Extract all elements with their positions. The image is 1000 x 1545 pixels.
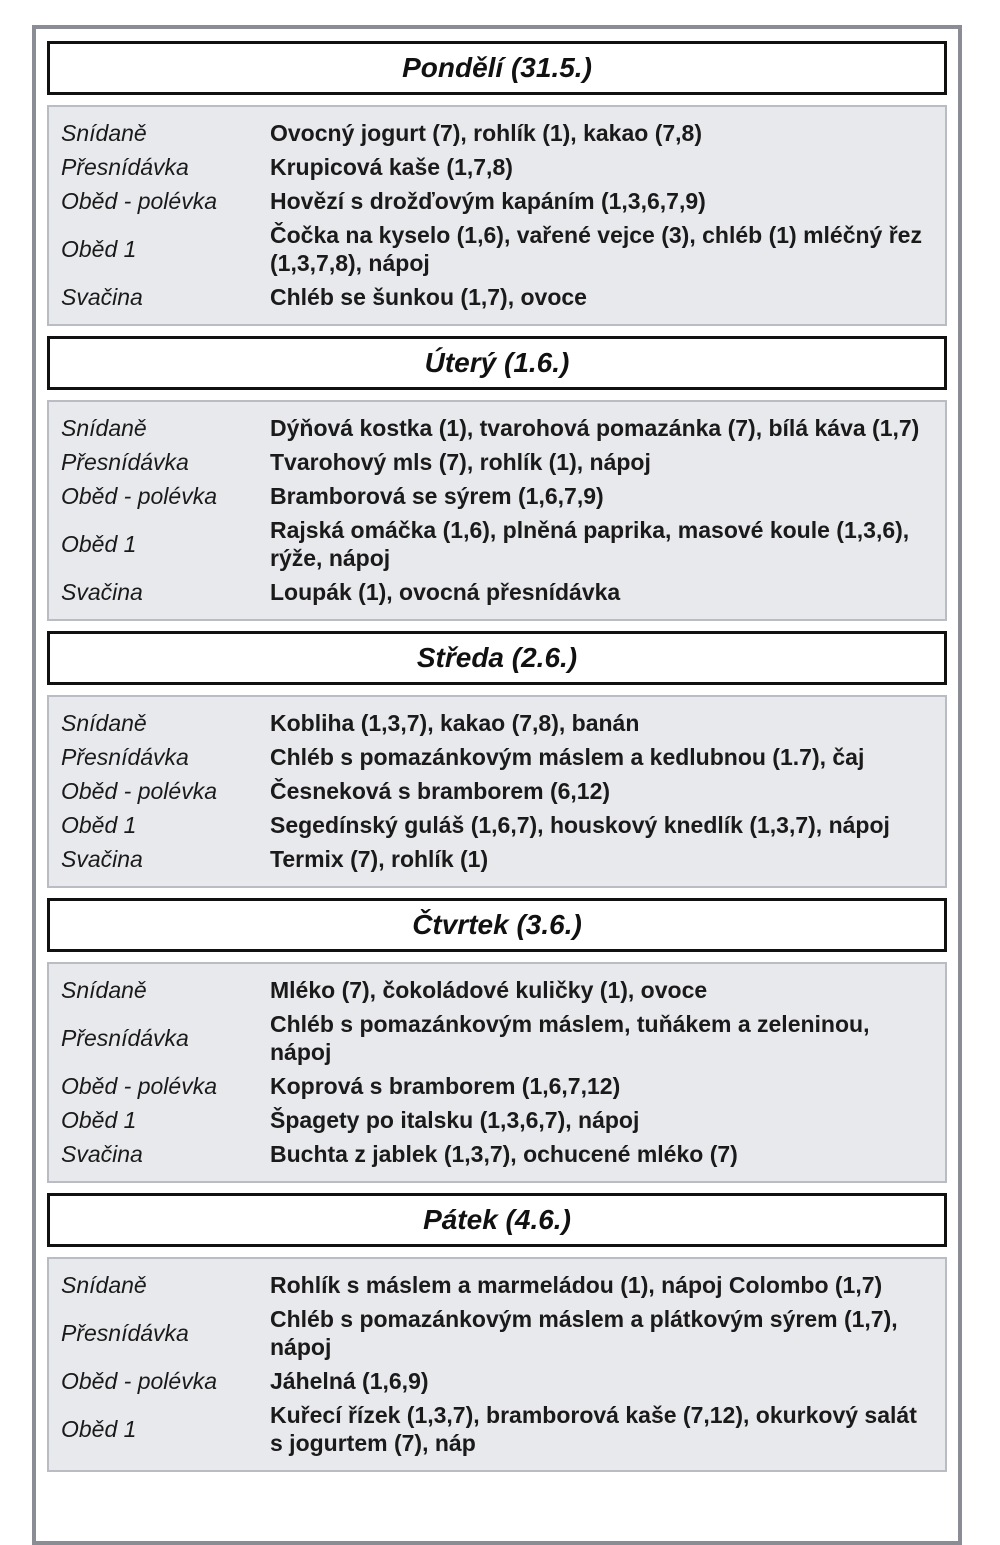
meal-label: Snídaně xyxy=(61,709,147,736)
meal-label: Svačina xyxy=(61,578,143,605)
day-title: Středa (2.6.) xyxy=(47,631,947,685)
meal-label: Oběd 1 xyxy=(61,811,137,838)
meal-label: Oběd - polévka xyxy=(61,482,217,509)
meal-description: Segedínský guláš (1,6,7), houskový knedlík (1,3,7), nápoj xyxy=(270,812,890,838)
meal-description: Loupák (1), ovocná přesnídávka xyxy=(270,579,621,605)
day-tuesday xyxy=(47,336,947,621)
meal-row-afternoon-snack xyxy=(61,280,933,314)
meal-list xyxy=(47,400,947,621)
meal-label: Svačina xyxy=(61,845,143,872)
day-monday xyxy=(47,41,947,326)
meal-row-morning-snack xyxy=(61,445,933,479)
day-wednesday xyxy=(47,631,947,888)
meal-label: Přesnídávka xyxy=(61,448,189,475)
meal-row-morning-snack xyxy=(61,1007,933,1069)
day-friday xyxy=(47,1193,947,1472)
day-thursday xyxy=(47,898,947,1183)
meal-row-soup xyxy=(61,1069,933,1103)
meal-row-breakfast xyxy=(61,1268,933,1302)
meal-description: Krupicová kaše (1,7,8) xyxy=(270,154,513,180)
meal-description: Rohlík s máslem a marmeládou (1), nápoj Colombo (1,7) xyxy=(270,1272,883,1298)
meal-row-lunch xyxy=(61,218,933,280)
meal-description: Chléb s pomazánkovým máslem a kedlubnou (1.7), čaj xyxy=(270,744,865,770)
meal-row-lunch xyxy=(61,1103,933,1137)
meal-label: Oběd 1 xyxy=(61,1415,137,1442)
day-title: Pátek (4.6.) xyxy=(47,1193,947,1247)
meal-list xyxy=(47,962,947,1183)
meal-description: Ovocný jogurt (7), rohlík (1), kakao (7,8) xyxy=(270,120,702,146)
meal-description: Buchta z jablek (1,3,7), ochucené mléko (7) xyxy=(270,1141,738,1167)
meal-description: Rajská omáčka (1,6), plněná paprika, masové koule (1,3,6), rýže, nápoj xyxy=(270,517,910,571)
meal-row-soup xyxy=(61,479,933,513)
meal-description: Kuřecí řízek (1,3,7), bramborová kaše (7,12), okurkový salát s jogurtem (7), náp xyxy=(270,1402,917,1456)
meal-row-breakfast xyxy=(61,116,933,150)
meal-description: Dýňová kostka (1), tvarohová pomazánka (7), bílá káva (1,7) xyxy=(270,415,920,441)
meal-description: Česneková s bramborem (6,12) xyxy=(270,778,611,804)
meal-description: Chléb s pomazánkovým máslem, tuňákem a zeleninou, nápoj xyxy=(270,1011,870,1065)
meal-row-morning-snack xyxy=(61,740,933,774)
meal-label: Oběd 1 xyxy=(61,1106,137,1133)
meal-description: Hovězí s drožďovým kapáním (1,3,6,7,9) xyxy=(270,188,706,214)
meal-row-breakfast xyxy=(61,411,933,445)
meal-label: Oběd - polévka xyxy=(61,777,217,804)
meal-description: Čočka na kyselo (1,6), vařené vejce (3), chléb (1) mléčný řez (1,3,7,8), nápoj xyxy=(270,222,922,276)
meal-description: Tvarohový mls (7), rohlík (1), nápoj xyxy=(270,449,651,475)
meal-label: Přesnídávka xyxy=(61,743,189,770)
menu-frame xyxy=(32,25,962,1545)
meal-description: Jáhelná (1,6,9) xyxy=(270,1368,429,1394)
meal-label: Snídaně xyxy=(61,976,147,1003)
day-title: Čtvrtek (3.6.) xyxy=(47,898,947,952)
meal-label: Přesnídávka xyxy=(61,153,189,180)
meal-description: Kobliha (1,3,7), kakao (7,8), banán xyxy=(270,710,640,736)
meal-description: Mléko (7), čokoládové kuličky (1), ovoce xyxy=(270,977,708,1003)
meal-row-afternoon-snack xyxy=(61,575,933,609)
meal-label: Přesnídávka xyxy=(61,1319,189,1346)
meal-description: Chléb se šunkou (1,7), ovoce xyxy=(270,284,587,310)
meal-description: Chléb s pomazánkovým máslem a plátkovým sýrem (1,7), nápoj xyxy=(270,1306,898,1360)
day-title: Úterý (1.6.) xyxy=(47,336,947,390)
meal-label: Oběd - polévka xyxy=(61,1367,217,1394)
meal-row-soup xyxy=(61,774,933,808)
meal-row-lunch xyxy=(61,513,933,575)
meal-row-lunch xyxy=(61,1398,933,1460)
meal-list xyxy=(47,1257,947,1472)
meal-label: Přesnídávka xyxy=(61,1024,189,1051)
meal-description: Špagety po italsku (1,3,6,7), nápoj xyxy=(270,1107,640,1133)
meal-label: Snídaně xyxy=(61,119,147,146)
meal-row-afternoon-snack xyxy=(61,1137,933,1171)
meal-label: Svačina xyxy=(61,1140,143,1167)
meal-label: Oběd 1 xyxy=(61,235,137,262)
meal-label: Oběd 1 xyxy=(61,530,137,557)
meal-label: Snídaně xyxy=(61,414,147,441)
meal-description: Bramborová se sýrem (1,6,7,9) xyxy=(270,483,604,509)
meal-row-morning-snack xyxy=(61,1302,933,1364)
meal-row-afternoon-snack xyxy=(61,842,933,876)
meal-label: Snídaně xyxy=(61,1271,147,1298)
meal-list xyxy=(47,695,947,888)
meal-label: Svačina xyxy=(61,283,143,310)
meal-description: Koprová s bramborem (1,6,7,12) xyxy=(270,1073,621,1099)
meal-list xyxy=(47,105,947,326)
meal-row-morning-snack xyxy=(61,150,933,184)
meal-label: Oběd - polévka xyxy=(61,187,217,214)
day-title: Pondělí (31.5.) xyxy=(47,41,947,95)
meal-row-soup xyxy=(61,1364,933,1398)
meal-description: Termix (7), rohlík (1) xyxy=(270,846,489,872)
meal-row-breakfast xyxy=(61,973,933,1007)
meal-row-breakfast xyxy=(61,706,933,740)
meal-row-lunch xyxy=(61,808,933,842)
meal-row-soup xyxy=(61,184,933,218)
meal-label: Oběd - polévka xyxy=(61,1072,217,1099)
